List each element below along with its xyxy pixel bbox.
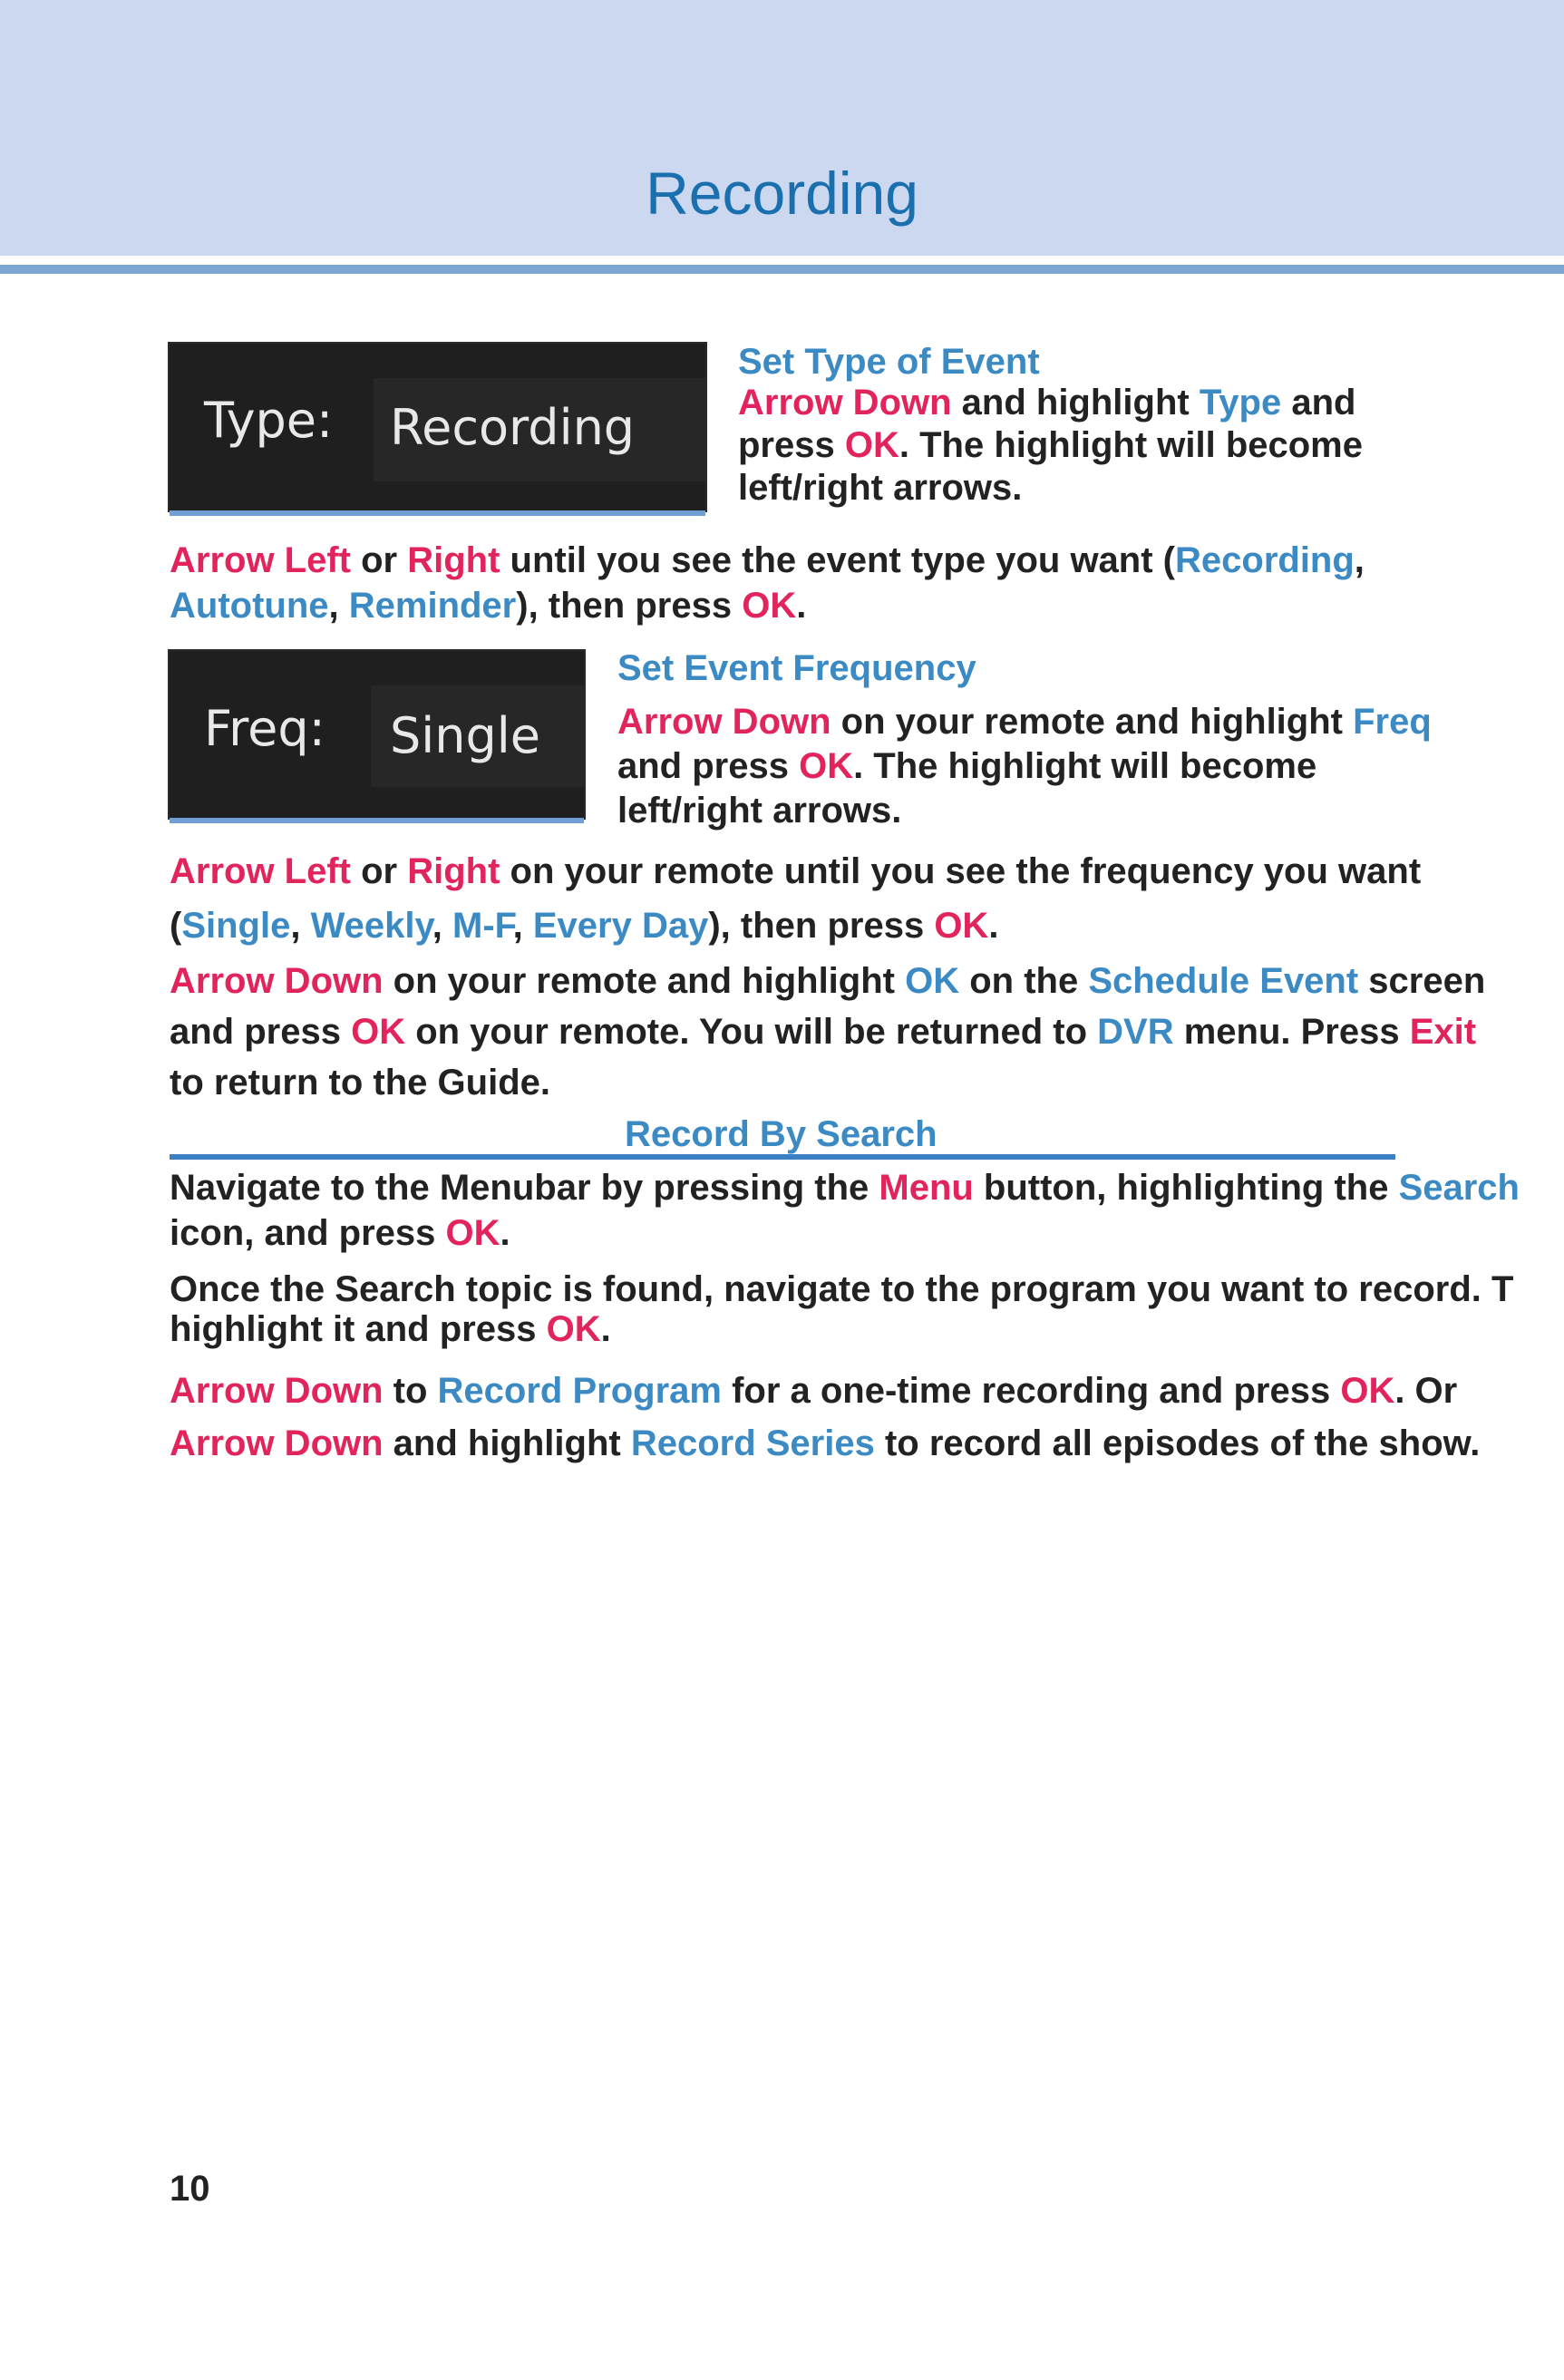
- record-program-instructions: Arrow Down to Record Program for a one-time recording and press OK. Or Arrow Down and highlight Record Series to record all episodes of the show.: [170, 1371, 1481, 1463]
- type-screenshot: [170, 344, 705, 510]
- section-heading-frequency: Set Event Frequency: [617, 648, 976, 688]
- freq-arrow-instructions: Arrow Left or Right on your remote until you see the frequency you want (Single, Weekly, M-F, Every Day), then press OK.: [170, 851, 1422, 946]
- type-value: Recording: [390, 399, 636, 456]
- section-heading-type: Set Type of Event: [738, 342, 1040, 382]
- freq-label: Freq:: [204, 700, 325, 757]
- schedule-instructions: Arrow Down on your remote and highlight OK on the Schedule Event screen and press OK on your remote. You will be returned to DVR menu. Press Exit to return to the Guide.: [170, 961, 1486, 1103]
- page-number: 10: [170, 2169, 210, 2209]
- type-label: Type:: [204, 392, 334, 449]
- section-heading-search: Record By Search: [625, 1114, 937, 1154]
- search-divider: [170, 1154, 1395, 1160]
- search-nav-instructions: Navigate to the Menubar by pressing the Menu button, highlighting the Search icon, and press OK.: [170, 1168, 1520, 1253]
- header-divider: [0, 265, 1564, 274]
- page-title: Recording: [646, 160, 918, 227]
- type-instructions: Arrow Down and highlight Type and press OK. The highlight will become left/right arrows.: [738, 383, 1363, 508]
- search-found-instructions: Once the Search topic is found, navigate to the program you want to record. T highlight it and press OK.: [170, 1269, 1514, 1349]
- freq-value: Single: [390, 707, 541, 764]
- type-arrow-instructions: Arrow Left or Right until you see the event type you want (Recording, Autotune, Reminder), then press OK.: [170, 540, 1365, 626]
- page-header: [0, 0, 1564, 256]
- freq-instructions: Arrow Down on your remote and highlight Freq and press OK. The highlight will become left/right arrows.: [617, 702, 1432, 831]
- freq-screenshot: [170, 651, 584, 818]
